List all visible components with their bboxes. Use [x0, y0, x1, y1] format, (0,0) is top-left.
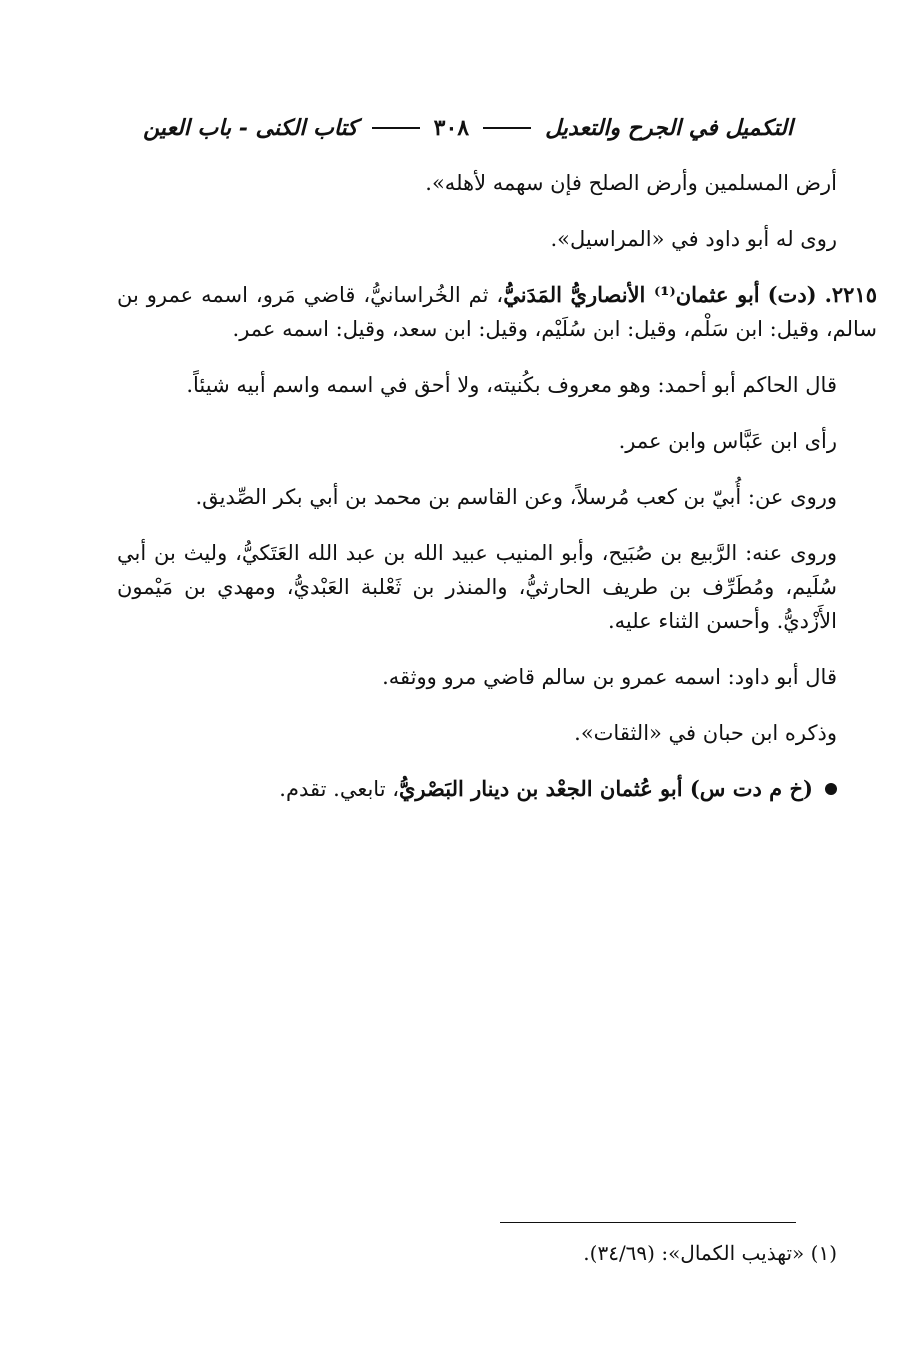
entry-2215 — [117, 278, 877, 346]
main-text — [117, 166, 878, 828]
paragraph-hakim: قال الحاكم أبو أحمد: وهو معروف بكُنيته، ولا أحق في اسمه واسم أبيه شيئاً. — [186, 373, 837, 398]
entry-name: أبو عثمان⁽¹⁾ الأنصاريُّ المَدَنيُّ — [503, 282, 760, 308]
footnote-divider — [500, 1222, 796, 1223]
paragraph-continuation: أرض المسلمين وأرض الصلح فإن سهمه لأهله». — [425, 171, 837, 195]
cross-reference-entry — [117, 772, 837, 806]
paragraph-narrators: وروى عنه: الرَّبيع بن صُبَيح، وأبو المنيب عبيد الله بن عبد الله العَتَكيُّ، وليث بن أبي سُلَيم، ومُطَرِّف بن طريف الحارثيُّ، والمنذر بن ثَعْلبة العَبْديُّ، ومهدي بن مَيْمون الأَزْديُّ. وأحسن الثناء عليه. — [117, 541, 837, 634]
paragraph-saw: رأى ابن عَبَّاس وابن عمر. — [618, 429, 837, 454]
header-rule-left — [372, 127, 420, 129]
entry-sigla: (دت) — [767, 282, 817, 308]
paragraph-ibn-hibban: وذكره ابن حبان في «الثقات». — [574, 721, 837, 746]
running-header — [118, 108, 818, 148]
paragraph-abu-dawud: قال أبو داود: اسمه عمرو بن سالم قاضي مرو ووثقه. — [382, 665, 837, 690]
paragraph-marasil: روى له أبو داود في «المراسيل». — [550, 227, 837, 252]
book-title: التكميل في الجرح والتعديل — [545, 115, 793, 141]
entry-number: ٢٢١٥. — [824, 282, 878, 308]
cross-reference-note: ، تابعي. تقدم. — [279, 777, 399, 802]
bullet-icon — [825, 783, 837, 795]
section-title: كتاب الكنى - باب العين — [143, 115, 358, 141]
cross-reference-name: (خ م دت س) أبو عُثمان الجعْد بن دينار البَصْريُّ — [399, 776, 813, 802]
paragraph-narrated-from: وروى عن: أُبيّ بن كعب مُرسلاً، وعن القاسم بن محمد بن أبي بكر الصِّديق. — [195, 485, 837, 510]
footnote: (١) «تهذيب الكمال»: (٣٤/٦٩). — [583, 1241, 837, 1265]
entry-description: ، ثم الخُراسانيُّ، قاضي مَرو، اسمه عمرو بن سالم، وقيل: ابن سَلْم، وقيل: ابن سُلَيْم، وقيل: ابن سعد، وقيل: اسمه عمر. — [117, 283, 877, 342]
page-number: ٣٠٨ — [433, 115, 470, 141]
header-rule-right — [483, 127, 531, 129]
